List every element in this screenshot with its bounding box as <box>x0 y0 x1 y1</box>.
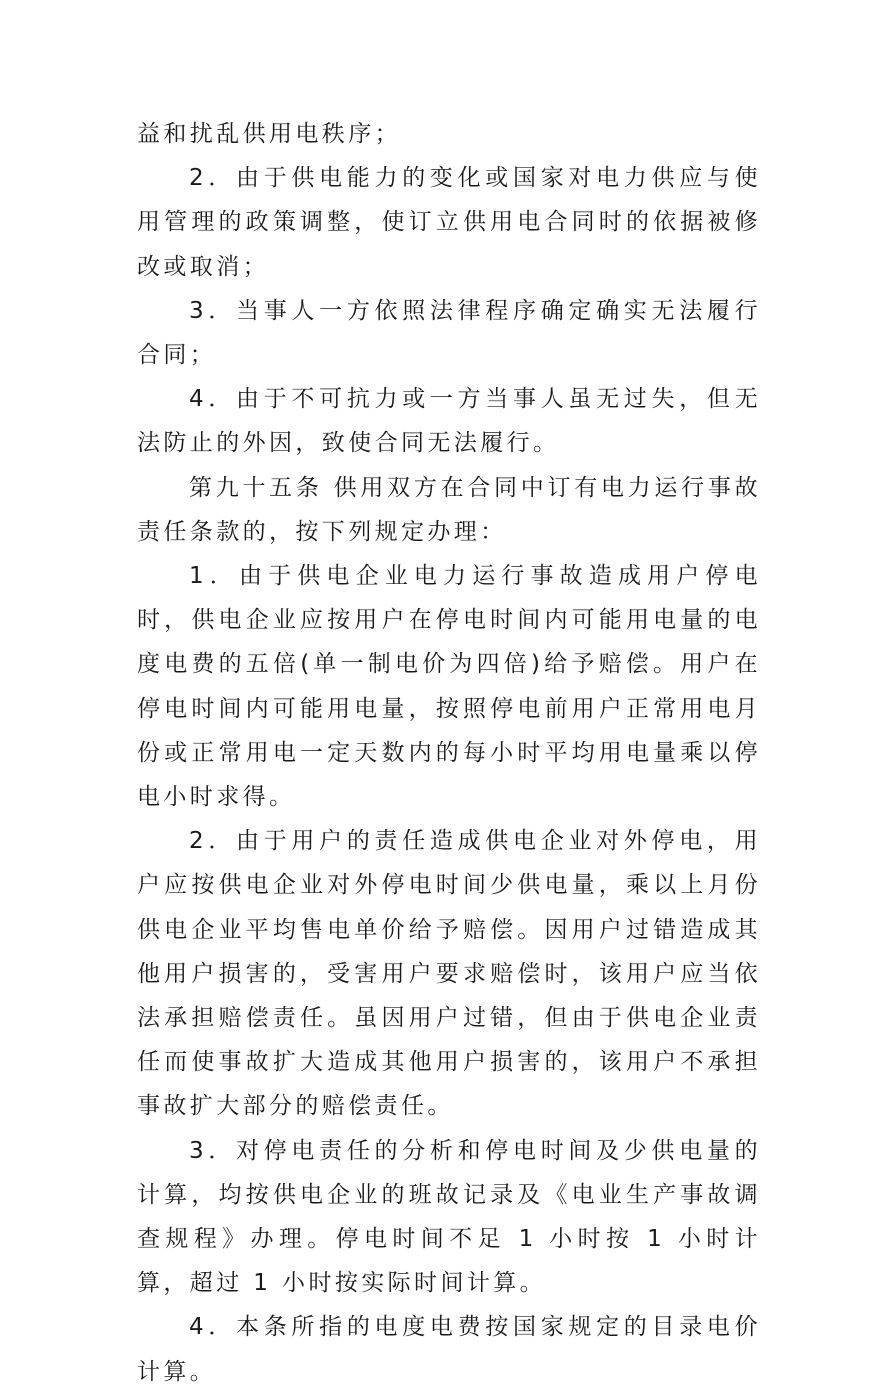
document-body <box>137 112 761 1394</box>
paragraph-order-disruption: 益和扰乱供用电秩序； <box>137 121 401 147</box>
paragraph-rule-2-user-fault: 2．由于用户的责任造成供电企业对外停电，用户应按供电企业对外停电时间少供电量，乘以上月份供电企业平均售电单价给予赔偿。因用户过错造成其他用户损害的，受害用户要求赔偿时，该用户应当依法承担赔偿责任。虽因用户过错，但由于供电企业责任而使事故扩大造成其他用户损害的，该用户不承担事故扩大部分的赔偿责任。 <box>137 828 761 1120</box>
paragraph-rule-4-tariff: 4．本条所指的电度电费按国家规定的目录电价计算。 <box>137 1314 761 1385</box>
paragraph-rule-1-supplier-outage: 1．由于供电企业电力运行事故造成用户停电时，供电企业应按用户在停电时间内可能用电量的电度电费的五倍(单一制电价为四倍)给予赔偿。用户在停电时间内可能用电量，按照停电前用户正常用电月份或正常用电一定天数内的每小时平均用电量乘以停电小时求得。 <box>137 563 761 811</box>
paragraph-article-95: 第九十五条 供用双方在合同中订有电力运行事故责任条款的，按下列规定办理： <box>137 474 761 545</box>
paragraph-item-2-capacity-change: 2．由于供电能力的变化或国家对电力供应与使用管理的政策调整，使订立供用电合同时的依据被修改或取消； <box>137 165 761 280</box>
paragraph-item-4-force-majeure: 4．由于不可抗力或一方当事人虽无过失，但无法防止的外因，致使合同无法履行。 <box>137 386 761 457</box>
paragraph-rule-3-outage-calculation: 3．对停电责任的分析和停电时间及少供电量的计算，均按供电企业的班故记录及《电业生产事故调查规程》办理。停电时间不足 1 小时按 1 小时计算，超过 1 小时按实际时间计算。 <box>137 1137 761 1297</box>
paragraph-item-3-legal-inability: 3．当事人一方依照法律程序确定确实无法履行合同； <box>137 297 761 369</box>
